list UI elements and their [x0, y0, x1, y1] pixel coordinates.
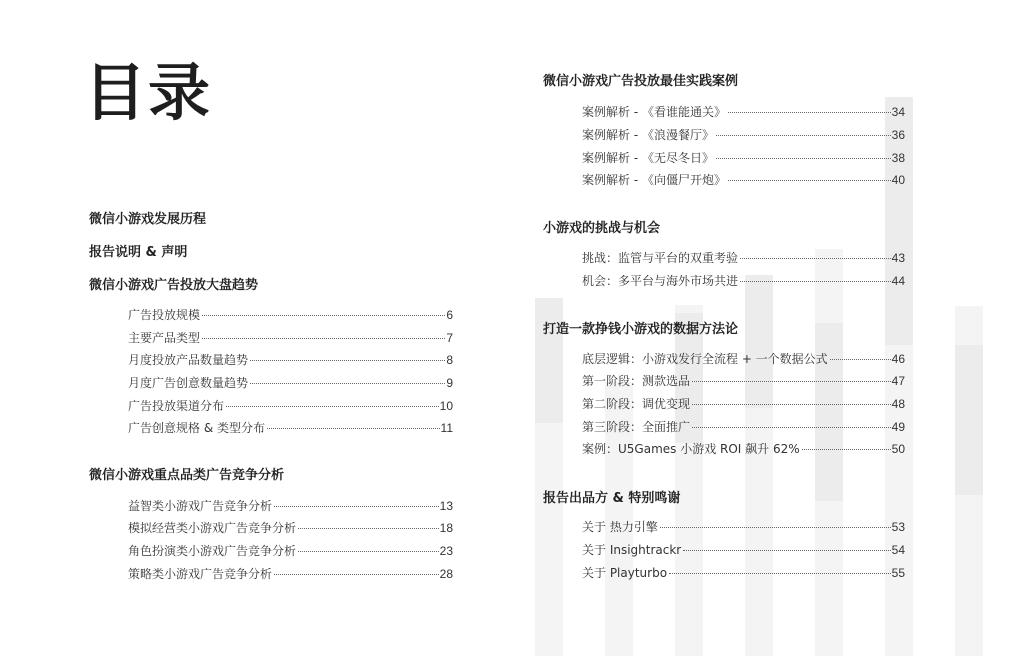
page-number: 38 [891, 151, 905, 165]
dot-leader [830, 359, 891, 360]
dot-leader [298, 528, 439, 529]
toc-entry[interactable]: 月度广告创意数量趋势 9 [128, 376, 453, 390]
toc-entry[interactable]: 机会：多平台与海外市场共进 44 [582, 274, 905, 288]
page-number: 50 [891, 442, 905, 456]
toc-entry[interactable]: 广告创意规格 & 类型分布 11 [128, 421, 453, 435]
dot-leader [740, 281, 891, 282]
page-number: 55 [891, 566, 905, 580]
page-number: 53 [891, 520, 905, 534]
toc-entry[interactable]: 案例：U5Games 小游戏 ROI 飙升 62% 50 [582, 442, 905, 456]
toc-section-title[interactable]: 微信小游戏广告投放最佳实践案例 [543, 74, 739, 89]
dot-leader [716, 158, 891, 159]
dot-leader [683, 550, 890, 551]
page-number: 9 [446, 376, 453, 390]
toc-entry[interactable]: 案例解析 - 《无尽冬日》 38 [582, 151, 905, 165]
dot-leader [802, 449, 891, 450]
dot-leader [250, 360, 445, 361]
dot-leader [202, 338, 445, 339]
toc-entry[interactable]: 广告投放渠道分布 10 [128, 399, 453, 413]
toc-entry[interactable]: 挑战：监管与平台的双重考验 43 [582, 251, 905, 265]
page-number: 7 [446, 331, 453, 345]
page-number: 34 [891, 105, 905, 119]
dot-leader [660, 527, 891, 528]
dot-leader [202, 315, 445, 316]
page-number: 10 [439, 399, 453, 413]
toc-entry[interactable]: 模拟经营类小游戏广告竞争分析 18 [128, 521, 453, 535]
dot-leader [274, 506, 439, 507]
page-number: 49 [891, 420, 905, 434]
page-number: 40 [891, 173, 905, 187]
toc-entry[interactable]: 月度投放产品数量趋势 8 [128, 353, 453, 367]
page-number: 28 [439, 567, 453, 581]
page-number: 18 [439, 521, 453, 535]
dot-leader [740, 258, 891, 259]
toc-entry[interactable]: 角色扮演类小游戏广告竞争分析 23 [128, 544, 453, 558]
dot-leader [716, 135, 891, 136]
dot-leader [692, 381, 891, 382]
toc-entry[interactable]: 关于 热力引擎 53 [582, 520, 905, 534]
decorative-bar-4 [745, 275, 773, 656]
page-number: 23 [439, 544, 453, 558]
page-number: 43 [891, 251, 905, 265]
decorative-bar-7 [955, 306, 983, 656]
page-number: 47 [891, 374, 905, 388]
toc-entry[interactable]: 策略类小游戏广告竞争分析 28 [128, 567, 453, 581]
toc-entry[interactable]: 主要产品类型 7 [128, 331, 453, 345]
page-number: 44 [891, 274, 905, 288]
decorative-bar-1 [535, 298, 563, 656]
dot-leader [692, 427, 891, 428]
toc-entry[interactable]: 关于 Playturbo 55 [582, 566, 905, 580]
dot-leader [728, 180, 891, 181]
toc-entry[interactable]: 案例解析 - 《向僵尸开炮》 40 [582, 173, 905, 187]
toc-section-title[interactable]: 打造一款挣钱小游戏的数据方法论 [543, 322, 739, 337]
dot-leader [692, 404, 891, 405]
toc-entry[interactable]: 第三阶段：全面推广 49 [582, 420, 905, 434]
dot-leader [728, 112, 891, 113]
page-number: 36 [891, 128, 905, 142]
dot-leader [274, 574, 439, 575]
toc-section-title[interactable]: 微信小游戏重点品类广告竞争分析 [89, 468, 285, 483]
dot-leader [250, 383, 445, 384]
page-number: 11 [440, 421, 453, 435]
toc-entry[interactable]: 案例解析 - 《看谁能通关》 34 [582, 105, 905, 119]
toc-section-title[interactable]: 微信小游戏广告投放大盘趋势 [89, 278, 259, 293]
page-number: 54 [891, 543, 905, 557]
toc-entry[interactable]: 广告投放规模 6 [128, 308, 453, 322]
page-title: 目录 [84, 56, 213, 129]
dot-leader [298, 551, 439, 552]
dot-leader [669, 573, 891, 574]
toc-section-title[interactable]: 报告说明 & 声明 [89, 245, 188, 260]
dot-leader [267, 428, 440, 429]
toc-entry[interactable]: 益智类小游戏广告竞争分析 13 [128, 499, 453, 513]
toc-entry[interactable]: 第一阶段：测款选品 47 [582, 374, 905, 388]
page-number: 48 [891, 397, 905, 411]
toc-section-title[interactable]: 小游戏的挑战与机会 [543, 221, 661, 236]
toc-entry[interactable]: 案例解析 - 《浪漫餐厅》 36 [582, 128, 905, 142]
page-number: 8 [446, 353, 453, 367]
toc-section-title[interactable]: 报告出品方 & 特别鸣谢 [543, 491, 681, 506]
toc-section-title[interactable]: 微信小游戏发展历程 [89, 212, 207, 227]
page-number: 6 [446, 308, 453, 322]
dot-leader [226, 406, 439, 407]
toc-entry[interactable]: 第二阶段：调优变现 48 [582, 397, 905, 411]
toc-entry[interactable]: 底层逻辑：小游戏发行全流程 + 一个数据公式 46 [582, 352, 905, 366]
page-number: 46 [891, 352, 905, 366]
page-number: 13 [439, 499, 453, 513]
toc-entry[interactable]: 关于 Insightrackr 54 [582, 543, 905, 557]
